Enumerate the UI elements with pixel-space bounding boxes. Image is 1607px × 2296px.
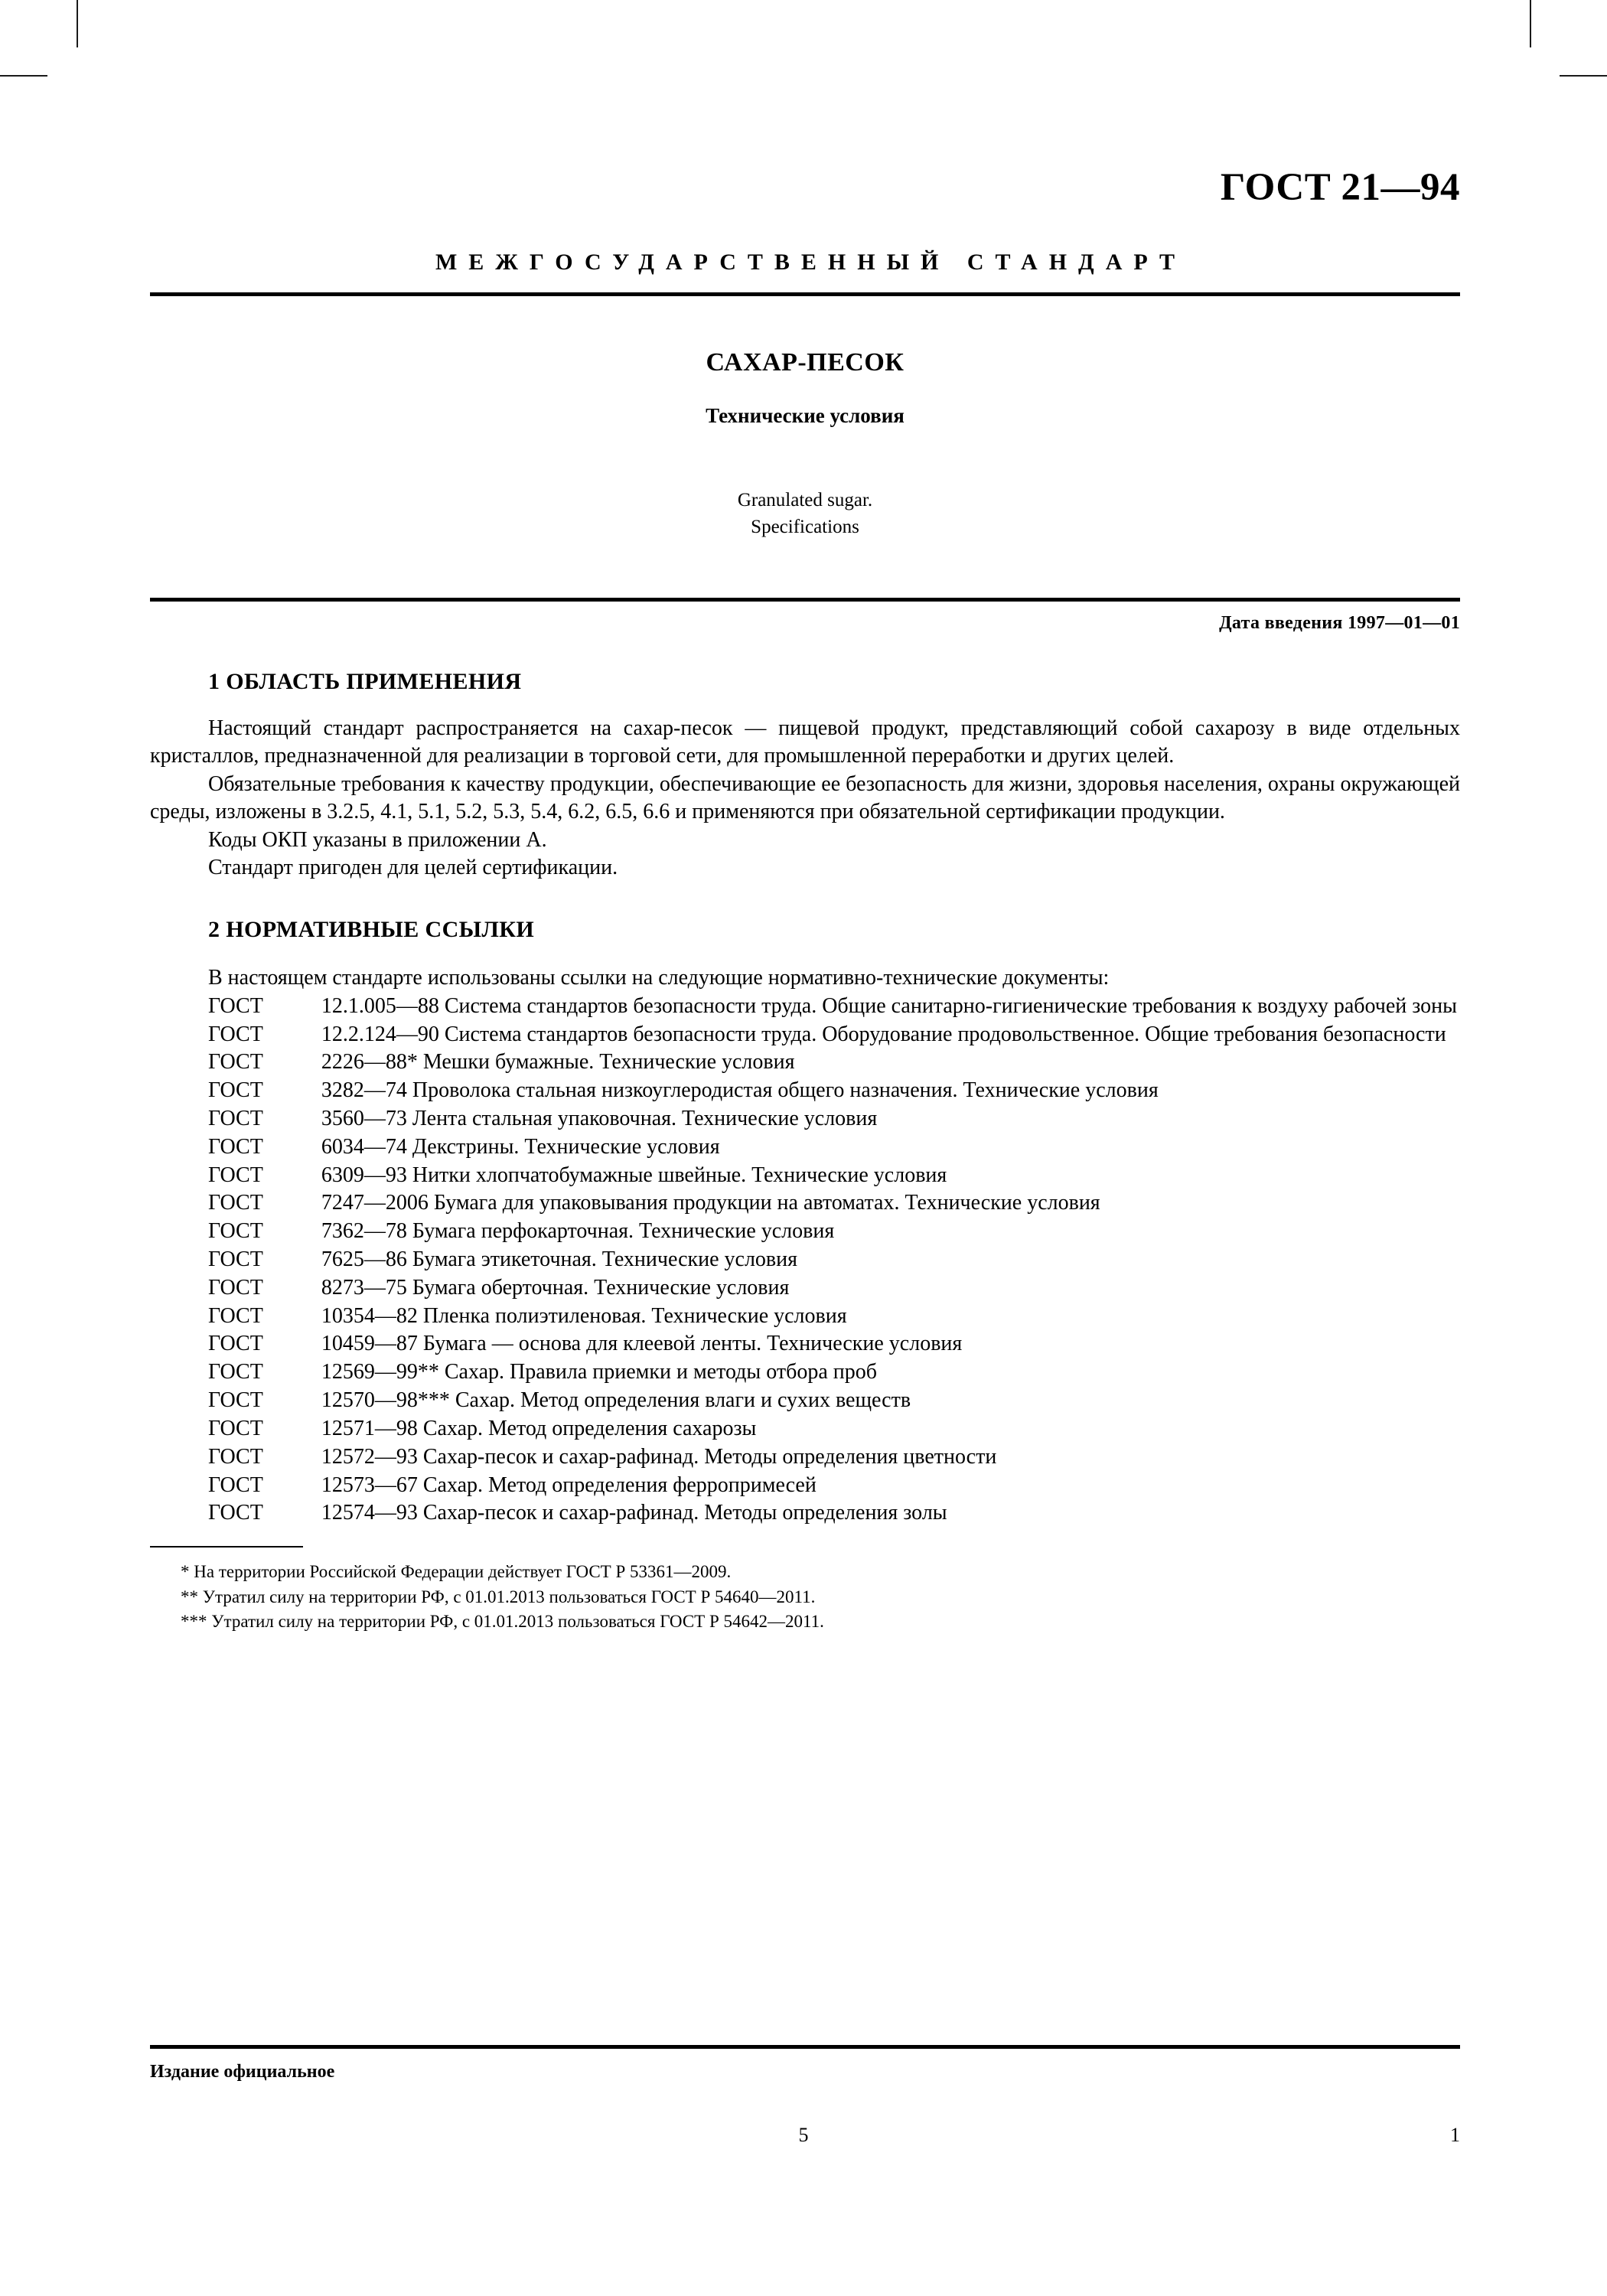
banner-rule <box>150 292 1460 296</box>
gost-number: ГОСТ 21—94 <box>1220 166 1460 209</box>
reference-number: 12574—93 <box>321 1501 418 1525</box>
crop-mark-top-left-vertical <box>77 0 78 47</box>
reference-label: ГОСТ <box>208 1473 263 1497</box>
reference-item <box>150 1189 1460 1218</box>
reference-title: Система стандартов безопасности труда. Общие санитарно-гигиенические требования к воздуху рабочей зоны <box>444 993 1457 1018</box>
introduction-date: Дата введения 1997—01—01 <box>1219 613 1460 633</box>
intro-rule <box>150 598 1460 602</box>
reference-label: ГОСТ <box>208 1360 263 1384</box>
reference-item <box>150 1330 1460 1358</box>
reference-number: 10459—87 <box>321 1332 418 1356</box>
reference-label: ГОСТ <box>208 1163 263 1187</box>
reference-item <box>150 1105 1460 1133</box>
reference-item <box>150 1358 1460 1387</box>
reference-number: 10354—82 <box>321 1303 418 1328</box>
crop-mark-top-right-vertical <box>1530 0 1531 47</box>
reference-number: 7625—86 <box>321 1247 407 1272</box>
reference-number: 12.1.005—88 <box>321 993 439 1018</box>
crop-mark-top-left-horizontal <box>0 75 47 77</box>
reference-number: 12571—98 <box>321 1416 418 1440</box>
reference-title: Бумага перфокарточная. Технические условия <box>412 1219 835 1244</box>
page-subtitle: Технические условия <box>706 404 905 427</box>
reference-item <box>150 1133 1460 1162</box>
title-english-line2: Specifications <box>751 516 859 537</box>
reference-label: ГОСТ <box>208 1388 263 1413</box>
section-2-heading: 2 НОРМАТИВНЫЕ ССЫЛКИ <box>208 917 535 943</box>
reference-label: ГОСТ <box>208 1303 263 1328</box>
footnote: * На территории Российской Федерации действует ГОСТ Р 53361—2009. <box>181 1562 732 1582</box>
reference-number: 7362—78 <box>321 1219 407 1244</box>
reference-label: ГОСТ <box>208 1416 263 1440</box>
reference-number: 2226—88* <box>321 1050 418 1075</box>
reference-title: Бумага для упаковывания продукции на автоматах. Технические условия <box>433 1191 1100 1215</box>
reference-title: Пленка полиэтиленовая. Технические условия <box>422 1303 847 1328</box>
reference-item <box>150 1218 1460 1246</box>
footnote: *** Утратил силу на территории РФ, с 01.01.2013 пользоваться ГОСТ Р 54642—2011. <box>181 1612 824 1632</box>
reference-number: 12572—93 <box>321 1444 418 1469</box>
reference-title: Проволока стальная низкоуглеродистая общего назначения. Технические условия <box>412 1078 1159 1103</box>
reference-item <box>150 993 1460 1021</box>
reference-title: Лента стальная упаковочная. Технические условия <box>412 1106 878 1130</box>
title-english <box>150 488 1460 540</box>
reference-label: ГОСТ <box>208 1275 263 1300</box>
reference-number: 6309—93 <box>321 1163 407 1187</box>
reference-item <box>150 1049 1460 1077</box>
reference-number: 6034—74 <box>321 1134 407 1159</box>
reference-label: ГОСТ <box>208 1134 263 1159</box>
footnote: ** Утратил силу на территории РФ, с 01.01.2013 пользоваться ГОСТ Р 54640—2011. <box>181 1587 816 1606</box>
reference-item <box>150 1303 1460 1331</box>
reference-title: Сахар. Правила приемки и методы отбора проб <box>444 1360 877 1384</box>
reference-title: Бумага оберточная. Технические условия <box>412 1275 790 1300</box>
reference-item <box>150 1162 1460 1190</box>
reference-item <box>150 1499 1460 1528</box>
reference-item <box>150 1443 1460 1472</box>
section-1-heading: 1 ОБЛАСТЬ ПРИМЕНЕНИЯ <box>208 669 522 694</box>
reference-number: 3560—73 <box>321 1106 407 1130</box>
reference-item <box>150 1472 1460 1500</box>
reference-number: 12569—99** <box>321 1360 439 1384</box>
section-1-paragraph-2: Обязательные требования к качеству продукции, обеспечивающие ее безопасность для жизни, здоровья населения, охраны окружающей среды, изложены в 3.2.5, 4.1, 5.1, 5.2, 5.3, 5.4, 6.2, 6.5, 6.6 и применяются при обязательной сертификации продукции. <box>150 771 1460 824</box>
section-2-intro: В настоящем стандарте использованы ссылки на следующие нормативно-технические документы: <box>208 966 1110 990</box>
reference-title: Нитки хлопчатобумажные швейные. Технические условия <box>412 1163 947 1187</box>
standard-banner: МЕЖГОСУДАРСТВЕННЫЙ СТАНДАРТ <box>435 249 1187 275</box>
reference-number: 12570—98*** <box>321 1388 450 1413</box>
reference-label: ГОСТ <box>208 1050 263 1075</box>
reference-label: ГОСТ <box>208 1022 263 1046</box>
footer-official-edition: Издание официальное <box>150 2062 335 2082</box>
reference-number: 12573—67 <box>321 1473 418 1497</box>
footer-page-number-center: 5 <box>798 2124 809 2146</box>
reference-item <box>150 1021 1460 1049</box>
reference-title: Сахар-песок и сахар-рафинад. Методы определения цветности <box>422 1444 997 1469</box>
reference-label: ГОСТ <box>208 1501 263 1525</box>
reference-title: Система стандартов безопасности труда. Оборудование продовольственное. Общие требования безопасности <box>444 1022 1446 1046</box>
normative-references-list <box>150 993 1460 1528</box>
footnotes <box>150 1560 1460 1635</box>
reference-title: Мешки бумажные. Технические условия <box>422 1050 795 1075</box>
reference-title: Сахар. Метод определения сахарозы <box>422 1416 757 1440</box>
reference-label: ГОСТ <box>208 1444 263 1469</box>
reference-number: 3282—74 <box>321 1078 407 1103</box>
footnote-separator <box>150 1546 303 1548</box>
reference-item <box>150 1077 1460 1105</box>
page-title: САХАР-ПЕСОК <box>706 348 905 377</box>
section-1-paragraph-3: Коды ОКП указаны в приложении А. <box>208 827 547 852</box>
reference-label: ГОСТ <box>208 993 263 1018</box>
reference-title: Сахар. Метод определения влаги и сухих веществ <box>455 1388 911 1413</box>
reference-item <box>150 1415 1460 1443</box>
section-1-paragraph-4: Стандарт пригоден для целей сертификации. <box>208 855 618 879</box>
reference-item <box>150 1246 1460 1274</box>
reference-label: ГОСТ <box>208 1219 263 1244</box>
reference-number: 8273—75 <box>321 1275 407 1300</box>
reference-title: Декстрины. Технические условия <box>412 1134 720 1159</box>
reference-label: ГОСТ <box>208 1191 263 1215</box>
reference-item <box>150 1387 1460 1415</box>
reference-number: 12.2.124—90 <box>321 1022 439 1046</box>
title-english-line1: Granulated sugar. <box>737 490 873 510</box>
reference-title: Сахар-песок и сахар-рафинад. Методы определения золы <box>422 1501 947 1525</box>
reference-item <box>150 1274 1460 1303</box>
section-1-paragraph-1: Настоящий стандарт распространяется на сахар-песок — пищевой продукт, представляющий собой сахарозу в виде отдельных кристаллов, предназначенной для реализации в торговой сети, для промышленной переработки и других целей. <box>150 716 1460 768</box>
page-content <box>150 0 1460 1635</box>
reference-label: ГОСТ <box>208 1106 263 1130</box>
footer-rule <box>150 2045 1460 2049</box>
reference-label: ГОСТ <box>208 1247 263 1272</box>
footer-page-number-right: 1 <box>1450 2124 1460 2146</box>
reference-label: ГОСТ <box>208 1332 263 1356</box>
reference-title: Сахар. Метод определения ферропримесей <box>422 1473 817 1497</box>
crop-mark-top-right-horizontal <box>1560 75 1607 77</box>
reference-label: ГОСТ <box>208 1078 263 1103</box>
reference-number: 7247—2006 <box>321 1191 429 1215</box>
reference-title: Бумага — основа для клеевой ленты. Технические условия <box>422 1332 963 1356</box>
reference-title: Бумага этикеточная. Технические условия <box>412 1247 798 1272</box>
